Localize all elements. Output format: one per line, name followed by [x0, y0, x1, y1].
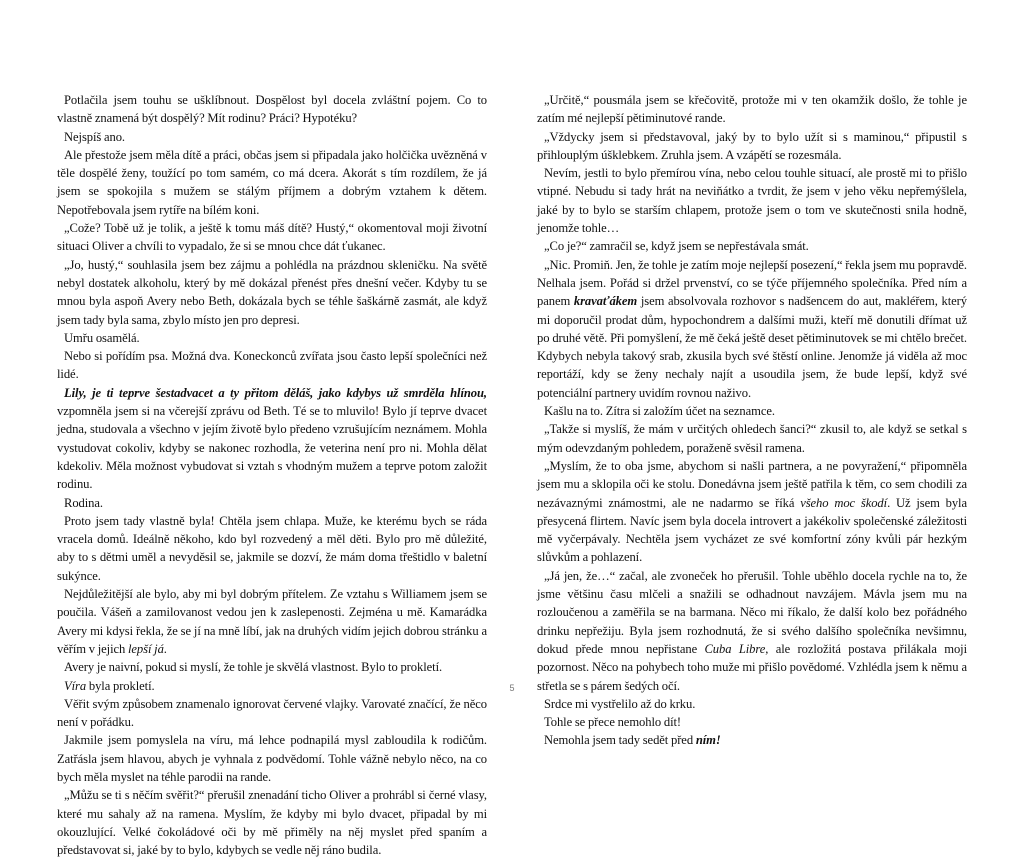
paragraph — [57, 128, 487, 146]
emphasis-text: kravaťákem — [573, 294, 638, 309]
text-run: Umřu osamělá. — [64, 330, 140, 345]
text-run: Nejspíš ano. — [64, 129, 126, 144]
text-run: „Určitě,“ pousmála jsem se křečovitě, protože mi v ten okamžik došlo, že tohle je zatím mé nejlepší pětiminutové rande. — [537, 93, 967, 126]
text-run: byla prokletí. — [86, 678, 155, 693]
text-run: Potlačila jsem touhu se ušklíbnout. Dospělost byl docela zvláštní pojem. Co to vlastně znamená být dospělý? Mít rodinu? Práci? Hypotéku? — [57, 93, 487, 126]
paragraph — [57, 585, 487, 658]
text-run: „Jo, hustý,“ souhlasila jsem bez zájmu a pohlédla na prázdnou skleničku. Na světě nebyl dostatek alkoholu, který by mě dokázal přenést přes dnešní večer. Kdyby tu se mnou byla aspoň Avery nebo Beth, dokázala bych se téhle šaškárně zasmát, ale když jsem tady byla sama, zbylo místo jen pro depresi. — [57, 257, 487, 327]
text-run: jsem absolvovala rozhovor s nadšencem do aut, makléřem, který mi doporučil prodat dům, hypochondrem a dalšími muži, kteří mě donutili dřímat už po druhé větě. Při pomyšlení, že mě čeká ještě deset pětiminutovek se mi chtělo brečet. Kdybych nebyla takový srab, zkusila bych své štěstí online. Jenomže já viděla až moc reportáží, kdy se ženy nechaly najít a usoudila jsem, že bude lepší, když své potenciální partnery uvidím rovnou naživo. — [537, 294, 967, 400]
paragraph — [57, 91, 487, 128]
text-run: . — [163, 641, 167, 656]
text-run: Nemohla jsem tady sedět před — [544, 733, 696, 748]
paragraph — [537, 237, 967, 255]
text-run: Avery je naivní, pokud si myslí, že tohle je skvělá vlastnost. Bylo to prokletí. — [64, 660, 443, 675]
paragraph — [537, 91, 967, 128]
paragraph — [537, 567, 967, 695]
text-run: „Cože? Tobě už je tolik, a ještě k tomu máš dítě? Hustý,“ okomentoval moji životní situaci Oliver a chvíli to vypadalo, že si se mnou chce dát ťukanec. — [57, 221, 487, 254]
text-run: Nevím, jestli to bylo přemírou vína, nebo celou touhle situací, ale prostě mi to přišlo vtipné. Nebudu si tady hrát na neviňátko a tvrdit, že jsem v jeho věku nepřemýšlela, jaké by to bylo se starším chlapem, protože jsem o tom ve skutečnosti snila hodně, jenomže tohle… — [537, 166, 967, 236]
text-run: Nejdůležitější ale bylo, aby mi byl dobrým přítelem. Ze vztahu s Williamem jsem se poučila. Vášeň a zamilovanost vedou jen k zaslepenosti. Zejména u mě. Kamarádka Avery mi kdysi řekla, že se jí na mně líbí, jak na druhých vidím jejich dobrou stránku a věřím v jejich — [57, 587, 487, 656]
paragraph — [57, 329, 487, 347]
italic-text: Víra — [64, 678, 87, 693]
italic-text: Cuba Libre — [704, 641, 766, 656]
text-run: vzpomněla jsem si na včerejší zprávu od Beth. Té se to mluvilo! Bylo jí teprve dvacet jedna, studovala a všechno v jejím životě bylo předeno vzrušujícím neznámem. Mohla vystudovat cokoliv, kdyby se nakonec rozhodla, že veterina není pro ni. Mohla dělat kdekoliv. Měla možnost vybudovat si vztah s vhodným mužem a teprve potom založit rodinu. — [57, 404, 487, 492]
paragraph — [537, 402, 967, 420]
text-run: „Myslím, že to oba jsme, abychom si našli partnera, a ne povyražení,“ připomněla jsem mu a sklopila oči ke stolu. Donedávna jsem ještě patřila k těm, co sem chodili za nezávaznými známostmi, ale ne nadarmo se říká — [537, 458, 967, 510]
paragraph — [537, 713, 967, 731]
paragraph — [537, 695, 967, 713]
text-run: Rodina. — [64, 495, 103, 510]
paragraph — [537, 731, 967, 749]
text-run: „Vždycky jsem si představoval, jaký by to bylo užít si s maminou,“ připustil s přihlouplým úšklebkem. Zruhla jsem. A vzápětí se rozesmála. — [537, 129, 967, 162]
paragraph — [537, 420, 967, 457]
paragraph — [57, 494, 487, 512]
paragraph — [57, 347, 487, 384]
text-run: „Nic. Promiň. Jen, že tohle je zatím moje nejlepší posezení,“ řekla jsem mu popravdě. Nelhala jsem. Pořád si držel prvenství, co se týče příjemného společníka. Před ním a panem — [537, 257, 967, 309]
paragraph — [537, 164, 967, 237]
page-number: 5 — [509, 683, 515, 693]
text-run: Jakmile jsem pomyslela na víru, má lehce podnapilá mysl zabloudila k rodičům. Zatřásla jsem hlavou, abych je vyhnala z podvědomí. Tohle vážně nebylo něco, na co bych měla myslet na téhle parodii na rande. — [57, 733, 487, 784]
italic-text: lepší já — [128, 641, 164, 656]
text-run: Ale přestože jsem měla dítě a práci, občas jsem si připadala jako holčička uvězněná v těle dospělé ženy, toužící po tom samém, co má dcera. Akorát s tím rozdílem, že já jsem se spokojila s mužem se stálým příjmem a dobrým vztahem k dětem. Nepotřebovala jsem rytíře na bílém koni. — [57, 147, 487, 217]
paragraph — [57, 146, 487, 219]
right-page-text — [537, 91, 967, 750]
text-run: Nebo si pořídím psa. Možná dva. Koneckonců zvířata jsou často lepší společníci než lidé. — [57, 349, 487, 382]
paragraph — [57, 658, 487, 676]
emphasis-text: Lily, je ti teprve šestadvacet a ty přitom děláš, jako kdybys už smrděla hlínou, — [64, 385, 487, 400]
text-run: . Už jsem byla přesycená flirtem. Navíc jsem byla docela introvert a jakékoliv společenské záležitosti mě vyčerpávaly. Nechtěla jsem vycházet ze své komfortní zóny kvůli pár hezkým slůvkům a pohlazení. — [537, 495, 967, 565]
paragraph — [57, 786, 487, 859]
text-run: Tohle se přece nemohlo dít! — [544, 715, 682, 730]
text-run: Srdce mi vystřelilo až do krku. — [544, 696, 696, 711]
paragraph — [57, 384, 487, 494]
paragraph — [57, 731, 487, 786]
text-run: Proto jsem tady vlastně byla! Chtěla jsem chlapa. Muže, ke kterému bych se ráda vracela domů. Ideálně někoho, kdo byl rozvedený a měl děti. Bylo pro mě důležité, aby to s dětmi uměl a nevyděsil se, jakmile se dozví, že mám doma třeštidlo v baletní sukýnce. — [57, 513, 487, 583]
italic-text: všeho moc škodí — [800, 495, 888, 510]
text-run: Kašlu na to. Zítra si založím účet na seznamce. — [544, 404, 775, 419]
paragraph — [57, 695, 487, 732]
text-run: „Takže si myslíš, že mám v určitých ohledech šanci?“ zkusil to, ale když se setkal s mým odevzdaným pohledem, poraženě svěsil ramena. — [537, 422, 967, 455]
paragraph — [57, 256, 487, 329]
paragraph — [537, 256, 967, 402]
left-page-text — [57, 91, 487, 859]
text-run: , ale rozložitá postava přilákala moji pozornost. Něco na pohybech toho muže mi přišlo povědomé. Vzhlédla jsem k němu a střetla se s párem šedých očí. — [537, 641, 968, 693]
emphasis-text: ním! — [695, 733, 721, 748]
paragraph — [57, 512, 487, 585]
paragraph — [537, 128, 967, 165]
text-run: „Můžu se ti s něčím svěřit?“ přerušil znenadání ticho Oliver a prohrábl si černé vlasy, které mu sahaly až na ramena. Myslím, že kdyby mi bylo dvacet, připadal by mi okouzlující. Velké čokoládové oči by mě přiměly na něj myslet před spaním a představovat si, jaké by to bylo, kdybych se vedle něj ráno budila. — [57, 788, 487, 858]
text-run: „Co je?“ zamračil se, když jsem se nepřestávala smát. — [544, 239, 809, 254]
paragraph — [57, 219, 487, 256]
text-run: „Já jen, že…“ začal, ale zvoneček ho přerušil. Tohle uběhlo docela rychle na to, že jsme většinu času mlčeli a snažili se odhadnout navzájem. Mávla jsem mu na rozloučenou a zaměřila se na barmana. Něco mi říkalo, že další kolo bez pořádného drinku nepřežiju. Byla jsem rozhodnutá, že si svého dalšího společníka nevšimnu, dokud přede mnou nepřistane — [537, 568, 967, 656]
text-run: Věřit svým způsobem znamenalo ignorovat červené vlajky. Varovaté značící, že něco není v pořádku. — [57, 696, 487, 730]
paragraph — [537, 457, 967, 567]
